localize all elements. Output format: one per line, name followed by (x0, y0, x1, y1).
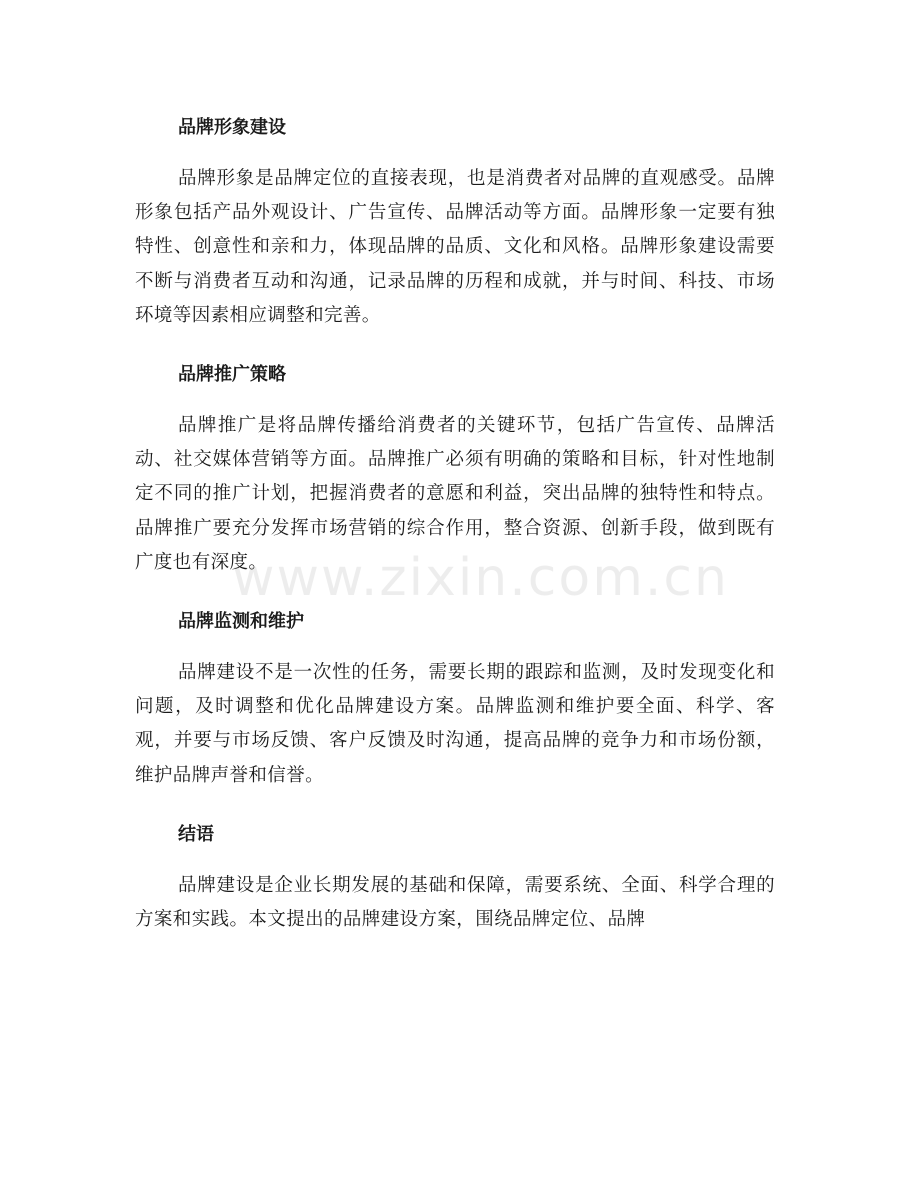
section-brand-image (135, 110, 775, 333)
section-brand-promotion (135, 357, 775, 580)
document-body (135, 110, 775, 961)
section-conclusion (135, 817, 775, 937)
section-heading: 品牌推广策略 (178, 364, 286, 386)
section-heading: 品牌监测和维护 (178, 611, 304, 633)
section-brand-monitoring (135, 604, 775, 793)
section-paragraph: 品牌推广是将品牌传播给消费者的关键环节，包括广告宣传、品牌活动、社交媒体营销等方面。品牌推广必须有明确的策略和目标，针对性地制定不同的推广计划，把握消费者的意愿和利益，突出品牌的独特性和特点。品牌推广要充分发挥市场营销的综合作用，整合资源、创新手段，做到既有广度也有深度。 (135, 415, 775, 573)
watermark: www.zixin.com.cn (232, 548, 729, 608)
section-paragraph: 品牌形象是品牌定位的直接表现，也是消费者对品牌的直观感受。品牌形象包括产品外观设计、广告宣传、品牌活动等方面。品牌形象一定要有独特性、创意性和亲和力，体现品牌的品质、文化和风格。品牌形象建设需要不断与消费者互动和沟通，记录品牌的历程和成就，并与时间、科技、市场环境等因素相应调整和完善。 (135, 168, 775, 326)
section-heading: 品牌形象建设 (178, 117, 286, 138)
section-paragraph: 品牌建设不是一次性的任务，需要长期的跟踪和监测，及时发现变化和问题，及时调整和优化品牌建设方案。品牌监测和维护要全面、科学、客观，并要与市场反馈、客户反馈及时沟通，提高品牌的竞争力和市场份额，维护品牌声誉和信誉。 (135, 662, 775, 786)
section-paragraph: 品牌建设是企业长期发展的基础和保障，需要系统、全面、科学合理的方案和实践。本文提出的品牌建设方案，围绕品牌定位、品牌 (135, 874, 775, 931)
section-heading: 结语 (178, 823, 214, 845)
